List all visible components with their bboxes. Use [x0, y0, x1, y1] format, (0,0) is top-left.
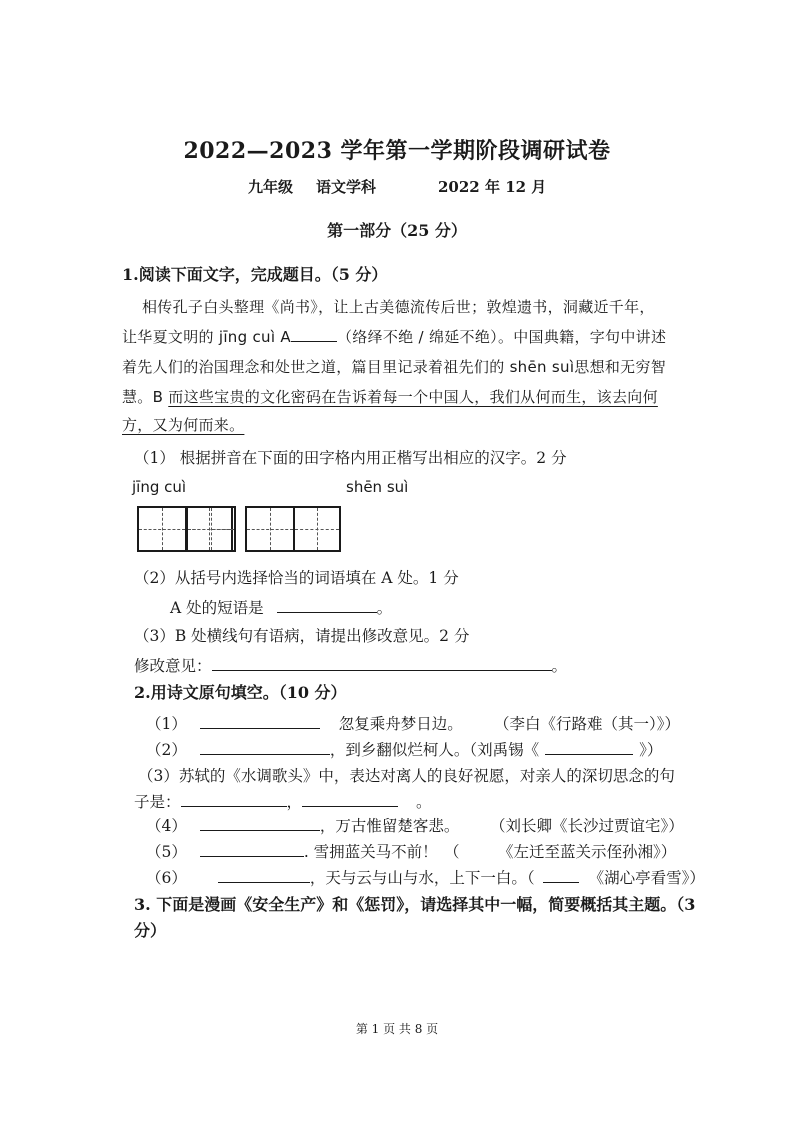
passage-line-4-start: 慧。B [122, 388, 169, 406]
fill-blank[interactable] [200, 816, 320, 831]
pinyin-jingcui: jīng cuì [132, 478, 187, 496]
answer-label-a: A 处的短语是 [170, 599, 264, 617]
exam-title: 2022—2023 学年第一学期阶段调研试卷 [183, 138, 611, 164]
q2-item-4-source: （刘长卿《长沙过贾谊宅》） [490, 817, 684, 835]
part-one-heading: 第一部分（25 分） [327, 221, 467, 240]
item-number: （5） [146, 843, 187, 861]
author-blank[interactable] [543, 868, 579, 883]
grid-cell[interactable] [139, 508, 185, 550]
fill-blank[interactable] [218, 868, 310, 883]
fill-blank[interactable] [181, 792, 287, 807]
tianzige-grid-a2[interactable] [186, 506, 236, 552]
passage-line-2 [122, 326, 666, 347]
revision-end: 。 [551, 657, 568, 675]
sentence-b-underlined: 而这些宝贵的文化密码在告诉着每一个中国人，我们从何而生，该去向何 [168, 388, 658, 406]
q1-prompt: 1.阅读下面文字，完成题目。（5 分） [122, 265, 388, 284]
item-label: 子是： [134, 793, 181, 811]
grid-cell[interactable] [188, 508, 234, 550]
q1-sub3-answer [134, 654, 567, 676]
item-comma: ， [286, 793, 303, 811]
item-text: . 雪拥蓝关马不前！ [303, 843, 438, 861]
grid-cell[interactable] [293, 508, 339, 550]
item-number: （2） [146, 741, 187, 759]
blank-a[interactable] [291, 327, 337, 342]
passage-line-3: 着先人们的治国理念和处世之道，篇目里记录着祖先们的 shēn suì思想和无穷智 [122, 358, 667, 376]
pinyin-shensui: shēn suì [346, 478, 409, 496]
q2-prompt: 2.用诗文原句填空。（10 分） [134, 683, 347, 702]
item-number: （6） [146, 869, 187, 887]
grid-cell[interactable] [247, 508, 293, 550]
passage-line-4 [122, 386, 658, 407]
passage-line-5: 方，又为何而来。 [122, 416, 245, 434]
q2-item-3-line-1: （3）苏轼的《水调歌头》中，表达对离人的良好祝愿，对亲人的深切思念的句 [138, 767, 675, 785]
passage-line-2-end: （络绎不绝 / 绵延不绝）。中国典籍，字句中讲述 [336, 328, 667, 346]
item-number: （4） [146, 817, 187, 835]
item-end: 。 [416, 793, 432, 811]
q2-item-5-paren: （ [444, 843, 460, 861]
q1-sub1-prompt: （1） 根据拼音在下面的田字格内用正楷写出相应的汉字。2 分 [134, 449, 567, 467]
source-blank[interactable] [545, 740, 633, 755]
q3-prompt-line-2: 分） [134, 921, 167, 940]
item-end: 》） [639, 741, 663, 759]
passage-line-1: 相传孔子白头整理《尚书》，让上古美德流传后世；敦煌遗书，洞藏近千年， [142, 298, 655, 316]
q2-item-3-line-2 [134, 790, 432, 812]
tianzige-grid-b[interactable] [245, 506, 341, 552]
page-number: 第 1 页 共 8 页 [355, 1022, 439, 1036]
grade-label: 九年级 [248, 178, 294, 196]
answer-end-a: 。 [376, 599, 393, 617]
revision-label: 修改意见： [134, 657, 212, 675]
item-text: ，万古惟留楚客悲。 [319, 817, 460, 835]
q2-item-5-source: 《左迁至蓝关示侄孙湘》） [498, 843, 677, 861]
q2-item-1 [146, 712, 463, 734]
q1-sub3-prompt: （3）B 处横线句有语病，请提出修改意见。2 分 [134, 627, 470, 645]
item-source: 《湖心亭看雪》） [588, 869, 705, 887]
fill-blank[interactable] [200, 842, 304, 857]
q3-prompt-line-1: 3. 下面是漫画《安全生产》和《惩罚》，请选择其中一幅，简要概括其主题。（3 [134, 895, 696, 914]
fill-blank[interactable] [302, 792, 398, 807]
passage-line-2-start: 让华夏文明的 jīng cuì A [122, 328, 291, 346]
item-number: （1） [146, 715, 187, 733]
subject-label: 语文学科 [316, 178, 377, 196]
item-text: 忽复乘舟梦日边。 [338, 715, 463, 733]
fill-blank[interactable] [200, 740, 330, 755]
item-text: ，天与云与山与水，上下一白。（ [309, 869, 535, 887]
q1-sub2-answer [170, 596, 392, 618]
q2-item-6 [146, 866, 705, 888]
item-text: ，到乡翻似烂柯人。（刘禹锡《 [329, 741, 540, 759]
q1-sub2-prompt: （2）从括号内选择恰当的词语填在 A 处。1 分 [134, 569, 459, 587]
q2-item-4 [146, 814, 459, 836]
exam-date: 2022 年 12 月 [438, 178, 547, 196]
q2-item-5 [146, 840, 438, 862]
revision-blank[interactable] [212, 656, 552, 671]
q2-item-1-source: （李白《行路难（其一）》） [494, 715, 681, 733]
fill-blank[interactable] [200, 714, 320, 729]
answer-blank-a[interactable] [277, 598, 377, 613]
q2-item-2 [146, 738, 662, 760]
